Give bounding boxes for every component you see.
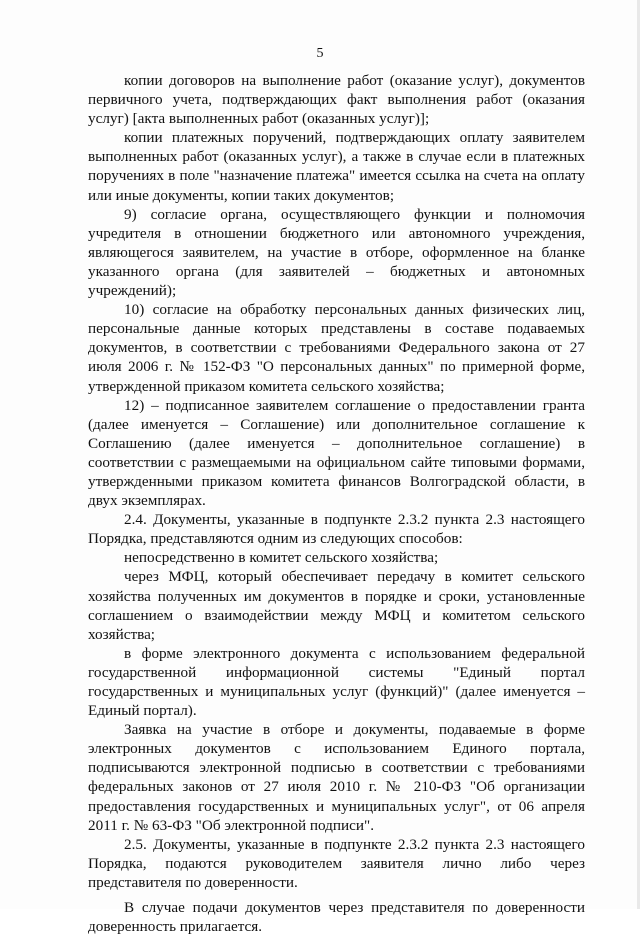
paragraph-2-4: 2.4. Документы, указанные в подпункте 2.3.2 пункта 2.3 настоящего Порядка, представляются одним из следующих способов: xyxy=(88,511,585,548)
paragraph-electronic-form: в форме электронного документа с использованием федеральной государственной информационной системы "Единый портал государственных и муниципальных услуг (функций)" (далее именуется – Единый портал). xyxy=(88,644,585,720)
paragraph-item-12: 12) – подписанное заявителем соглашение о предоставлении гранта (далее именуется – Соглашение) или дополнительное соглашение к Соглашению (далее именуется – дополнительное соглашение) в соответствии с размещаемыми на официальном сайте типовыми формами, утвержденными приказом комитета финансов Волгоградской области, в двух экземплярах. xyxy=(88,396,585,510)
paragraph-contract-copies: копии договоров на выполнение работ (оказание услуг), документов первичного учета, подтверждающих факт выполнения работ (оказания услуг) [акта выполненных работ (оказанных услуг)]; xyxy=(88,72,585,128)
paragraph-item-9: 9) согласие органа, осуществляющего функции и полномочия учредителя в отношении бюджетного или автономного учреждения, являющегося заявителем, на участие в отборе, оформленное на бланке указанного органа (для заявителей – бюджетных и автономных учреждений); xyxy=(88,205,585,300)
paragraph-direct-submission: непосредственно в комитет сельского хозяйства; xyxy=(124,549,439,567)
document-body xyxy=(88,71,585,936)
paragraph-electronic-signature: Заявка на участие в отборе и документы, подаваемые в форме электронных документов с использованием Единого портала, подписываются электронной подписью в соответствии с требованиями федеральных законов от 27 июля 2010 г. № 210-ФЗ "Об организации предоставления государственных и муниципальных услуг", от 06 апреля 2011 г. № 63-ФЗ "Об электронной подписи". xyxy=(88,721,585,834)
paragraph-mfc: через МФЦ, который обеспечивает передачу в комитет сельского хозяйства полученных им документов в порядке и сроки, установленные соглашением о взаимодействии между МФЦ и комитетом сельского хозяйства; xyxy=(88,568,585,643)
paragraph-payment-orders: копии платежных поручений, подтверждающих оплату заявителем выполненных работ (оказанных услуг), а также в случае если в платежных поручениях в поле "назначение платежа" имеется ссылка на счета на оплату или иные документы, копии таких документов; xyxy=(88,129,585,204)
paragraph-item-10: 10) согласие на обработку персональных данных физических лиц, персональные данные которых представлены в составе подаваемых документов, в соответствии с требованиями Федерального закона от 27 июля 2006 г. № 152-ФЗ "О персональных данных" по примерной форме, утвержденной приказом комитета сельского хозяйства; xyxy=(88,301,585,395)
page-number: 5 xyxy=(316,46,324,61)
paragraph-power-of-attorney: В случае подачи документов через представителя по доверенности доверенность прилагается. xyxy=(88,899,585,936)
paragraph-2-5: 2.5. Документы, указанные в подпункте 2.3.2 пункта 2.3 настоящего Порядка, подаются руководителем заявителя лично либо через представителя по доверенности. xyxy=(88,835,585,891)
